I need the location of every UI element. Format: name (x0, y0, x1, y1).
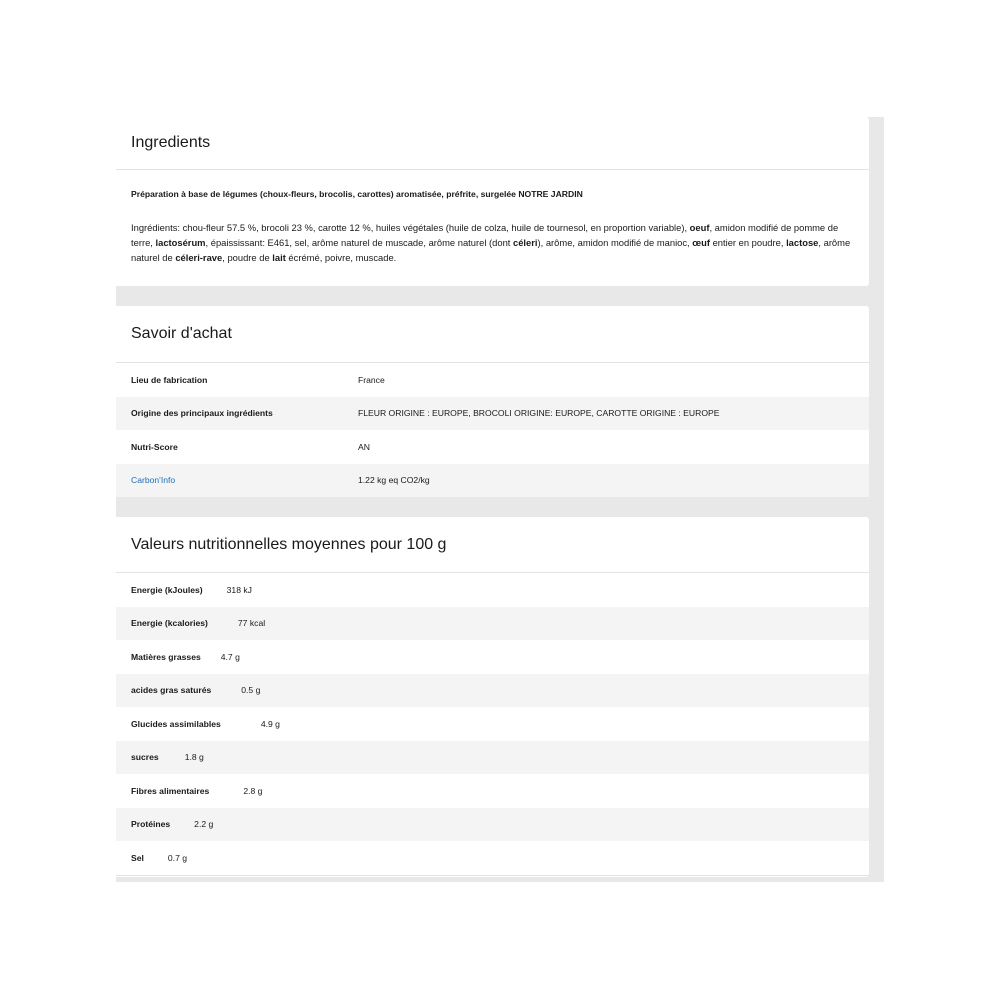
savoir-achat-title: Savoir d'achat (131, 325, 232, 342)
row-label: Lieu de fabrication (131, 374, 208, 385)
savoir-achat-row (116, 430, 869, 464)
nutrient-value: 2.2 g (194, 819, 214, 830)
nutrient-label: Matières grasses (131, 651, 201, 662)
ingredients-header (116, 117, 869, 170)
savoir-achat-row (116, 397, 869, 431)
row-label: Nutri-Score (131, 441, 178, 452)
allergen-term: oeuf (689, 222, 710, 233)
ingredient-text-segment: Ingrédients: chou-fleur 57.5 %, brocoli 23 %, carotte 12 %, huiles végétales (huile de colza, huile de tournesol, en proportion variable), (131, 222, 690, 233)
row-value: AN (358, 441, 370, 452)
nutrition-row (116, 640, 869, 674)
nutrition-title: Valeurs nutritionnelles moyennes pour 100 g (131, 535, 447, 553)
nutrient-label: Energie (kJoules) (131, 584, 203, 595)
nutrition-row (116, 774, 869, 808)
ingredient-text-segment: ), arôme, amidon modifié de manioc, (537, 237, 693, 248)
nutrient-value: 4.7 g (220, 651, 240, 662)
ingredients-card (116, 117, 869, 286)
savoir-achat-row (116, 363, 869, 397)
carbon-info-link[interactable]: Carbon'Info (131, 475, 176, 486)
nutrition-header (116, 517, 869, 573)
savoir-achat-card (116, 306, 869, 497)
ingredient-text-segment: , amidon modifié de pomme de terre, (131, 222, 839, 248)
allergen-term: lactose (786, 237, 819, 248)
allergen-term: céleri (513, 237, 538, 248)
row-value: FLEUR ORIGINE : EUROPE, BROCOLI ORIGINE: EUROPE, CAROTTE ORIGINE : EUROPE (358, 408, 720, 419)
allergen-term: œuf (692, 237, 710, 248)
ingredients-subtitle: Préparation à base de légumes (choux-fleurs, brocolis, carottes) aromatisée, préfrite, surgelée NOTRE JARDIN (131, 189, 583, 199)
nutrient-label: Energie (kcalories) (131, 618, 208, 629)
ingredient-text-segment: , arôme naturel de (131, 237, 851, 263)
nutrition-card (116, 517, 869, 877)
nutrient-value: 4.9 g (260, 718, 280, 729)
nutrient-label: sucres (131, 752, 159, 763)
nutrition-table (116, 573, 869, 876)
nutrition-row (116, 808, 869, 842)
savoir-achat-row (116, 464, 869, 498)
nutrient-value: 0.5 g (241, 685, 261, 696)
nutrition-row (116, 741, 869, 775)
nutrition-row (116, 674, 869, 708)
nutrition-row (116, 607, 869, 641)
ingredients-title: Ingredients (131, 134, 211, 151)
nutrient-value: 77 kcal (237, 618, 266, 629)
allergen-term: lactosérum (155, 237, 206, 248)
ingredient-text-segment: écrémé, poivre, muscade. (285, 252, 397, 263)
row-value: France (358, 374, 385, 385)
allergen-term: lait (272, 252, 286, 263)
nutrient-label: Glucides assimilables (131, 718, 221, 729)
ingredient-text-segment: , épaississant: E461, sel, arôme naturel de muscade, arôme naturel (dont (205, 237, 513, 248)
nutrition-row (116, 707, 869, 741)
row-label: Origine des principaux ingrédients (131, 408, 273, 419)
nutrition-row (116, 841, 869, 875)
nutrient-label: Protéines (131, 819, 171, 830)
allergen-term: céleri-rave (175, 252, 223, 263)
ingredients-body (116, 170, 869, 265)
nutrient-value: 0.7 g (167, 852, 188, 863)
row-value: 1.22 kg eq CO2/kg (358, 475, 430, 486)
ingredient-text-segment: , poudre de (222, 252, 273, 263)
savoir-achat-table (116, 363, 869, 497)
ingredients-list-text (131, 220, 854, 265)
nutrient-label: Fibres alimentaires (131, 785, 210, 796)
nutrition-row (116, 573, 869, 607)
nutrient-label: acides gras saturés (131, 685, 212, 696)
nutrient-value: 318 kJ (226, 584, 252, 595)
nutrient-label: Sel (131, 852, 144, 863)
nutrient-value: 1.8 g (184, 752, 204, 763)
nutrient-value: 2.8 g (243, 785, 263, 796)
ingredient-text-segment: entier en poudre, (709, 237, 787, 248)
savoir-achat-header (116, 306, 869, 363)
